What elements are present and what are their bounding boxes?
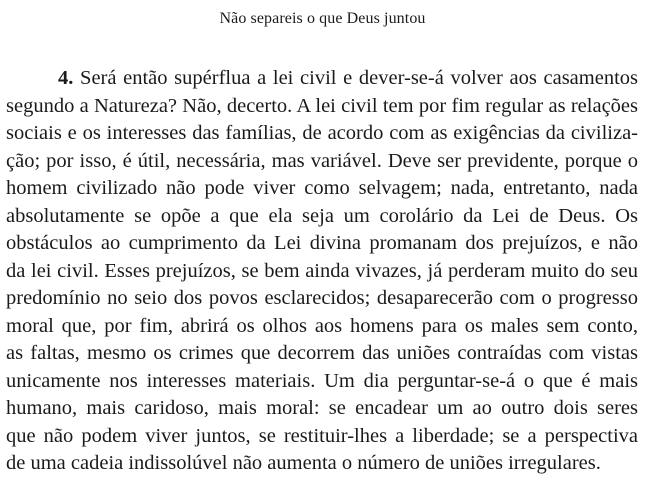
text-line: de uma cadeia indissolúvel não aumenta o número de uniões irregulares. [6, 452, 601, 474]
paragraph-number: 4. [58, 67, 74, 89]
text-line: as faltas, mesmo os crimes que decorrem das uniões contraídas com vistas [6, 342, 638, 364]
text-line: ção; por isso, é útil, necessária, mas variável. Deve ser previdente, porque o [6, 149, 638, 172]
text-line: predomínio no seio dos povos esclarecidos; desaparecerão com o progresso [6, 287, 638, 309]
text-line: segundo a Natureza? Não, decerto. A lei civil tem por fim regular as relações [6, 94, 638, 117]
text-line: da lei civil. Esses prejuízos, se bem ainda vivazes, já perderam muito do seu [6, 259, 638, 282]
text-line: que não podem viver juntos, se restituir-lhes a liberdade; se a perspectiva [6, 424, 638, 447]
text-line: sociais e os interesses das famílias, de acordo com as exigências da civiliza- [6, 122, 638, 144]
text-line: obstáculos ao cumprimento da Lei divina promanam dos prejuízos, e não [6, 232, 638, 254]
text-line: moral que, por fim, abrirá os olhos aos homens para os males sem conto, [6, 314, 638, 337]
paragraph-4 [6, 65, 638, 478]
text-line: humano, mais caridoso, mais moral: se encadear um ao outro dois seres [6, 397, 638, 419]
text-line: 4. Será então supérflua a lei civil e dever-se-á volver aos casamentos [58, 67, 639, 89]
running-header: Não separeis o que Deus juntou [219, 10, 426, 27]
text-line: homem civilizado não pode viver como selvagem; nada, entretanto, nada [6, 177, 638, 199]
text-line: absolutamente se opõe a que ela seja um corolário da Lei de Deus. Os [6, 204, 638, 227]
text-line: unicamente nos interesses materiais. Um dia perguntar-se-á o que é mais [6, 369, 638, 392]
